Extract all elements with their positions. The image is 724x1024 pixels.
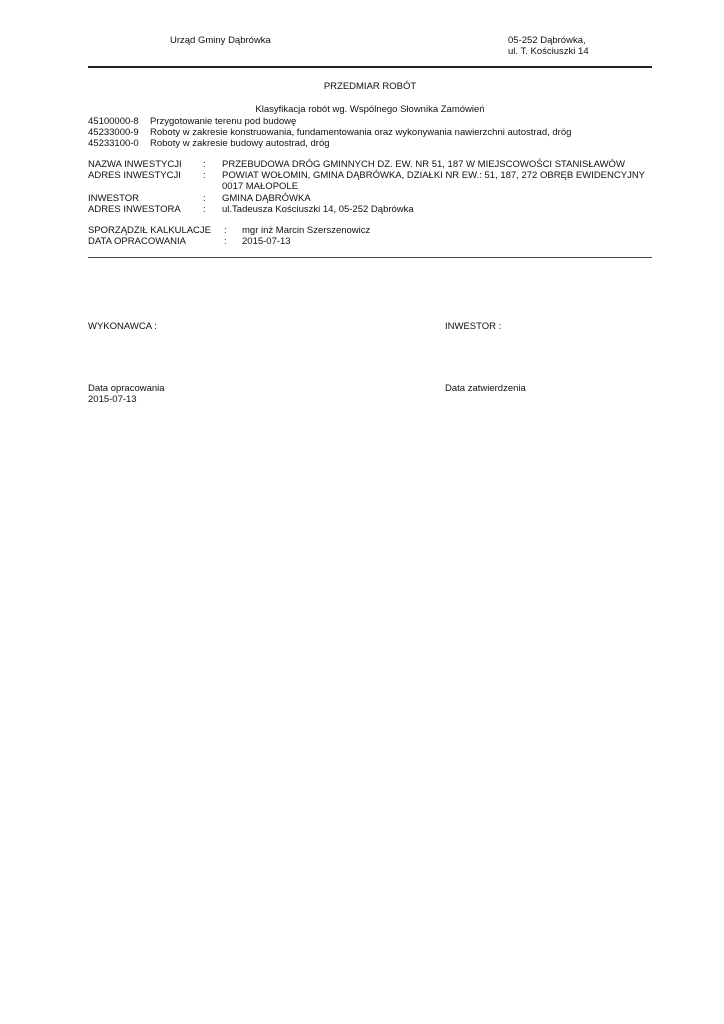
colon: : <box>224 236 227 247</box>
colon: : <box>203 170 206 181</box>
investment-name-label: NAZWA INWESTYCJI <box>88 159 182 170</box>
preparation-date-label: Data opracowania <box>88 383 165 394</box>
investment-name-value: PRZEBUDOWA DRÓG GMINNYCH DZ. EW. NR 51, 187 W MIEJSCOWOŚCI STANISŁAWÓW <box>222 159 625 170</box>
approval-date-label: Data zatwierdzenia <box>445 383 526 394</box>
cpv-description: Przygotowanie terenu pod budowę <box>150 116 297 127</box>
preparation-date-value: 2015-07-13 <box>88 394 137 405</box>
author-value: mgr inż Marcin Szerszenowicz <box>242 225 371 236</box>
cpv-code: 45233100-0 <box>88 138 139 149</box>
investment-address-label: ADRES INWESTYCJI <box>88 170 181 181</box>
office-address-line2: ul. T. Kościuszki 14 <box>508 46 589 57</box>
investor-label: INWESTOR <box>88 193 140 204</box>
investor-signature-label: INWESTOR : <box>445 321 502 332</box>
office-name: Urząd Gminy Dąbrówka <box>170 35 271 46</box>
investor-address-label: ADRES INWESTORA <box>88 204 181 215</box>
investment-address-value-line1: POWIAT WOŁOMIN, GMINA DĄBRÓWKA, DZIAŁKI NR EW.: 51, 187, 272 OBRĘB EWIDENCYJNY <box>222 170 646 181</box>
investment-address-value-line2: 0017 MAŁOPOLE <box>222 181 299 192</box>
prep-date-label: DATA OPRACOWANIA <box>88 236 187 247</box>
colon: : <box>203 159 206 170</box>
cpv-code: 45100000-8 <box>88 116 139 127</box>
investor-value: GMINA DĄBRÓWKA <box>222 193 311 204</box>
header-divider <box>88 66 652 68</box>
cpv-description: Roboty w zakresie konstruowania, fundamentowania oraz wykonywania nawierzchni autostrad, dróg <box>150 127 572 138</box>
document-title: PRZEDMIAR ROBÓT <box>323 81 417 92</box>
classification-heading: Klasyfikacja robót wg. Wspólnego Słownika Zamówień <box>255 104 485 115</box>
colon: : <box>224 225 227 236</box>
section-divider <box>88 257 652 258</box>
colon: : <box>203 204 206 215</box>
investor-address-value: ul.Tadeusza Kościuszki 14, 05-252 Dąbrówka <box>222 204 414 215</box>
cpv-description: Roboty w zakresie budowy autostrad, dróg <box>150 138 330 149</box>
office-address-line1: 05-252 Dąbrówka, <box>508 35 586 46</box>
contractor-label: WYKONAWCA : <box>88 321 157 332</box>
author-label: SPORZĄDZIŁ KALKULACJE <box>88 225 212 236</box>
cpv-code: 45233000-9 <box>88 127 139 138</box>
prep-date-value: 2015-07-13 <box>242 236 291 247</box>
colon: : <box>203 193 206 204</box>
